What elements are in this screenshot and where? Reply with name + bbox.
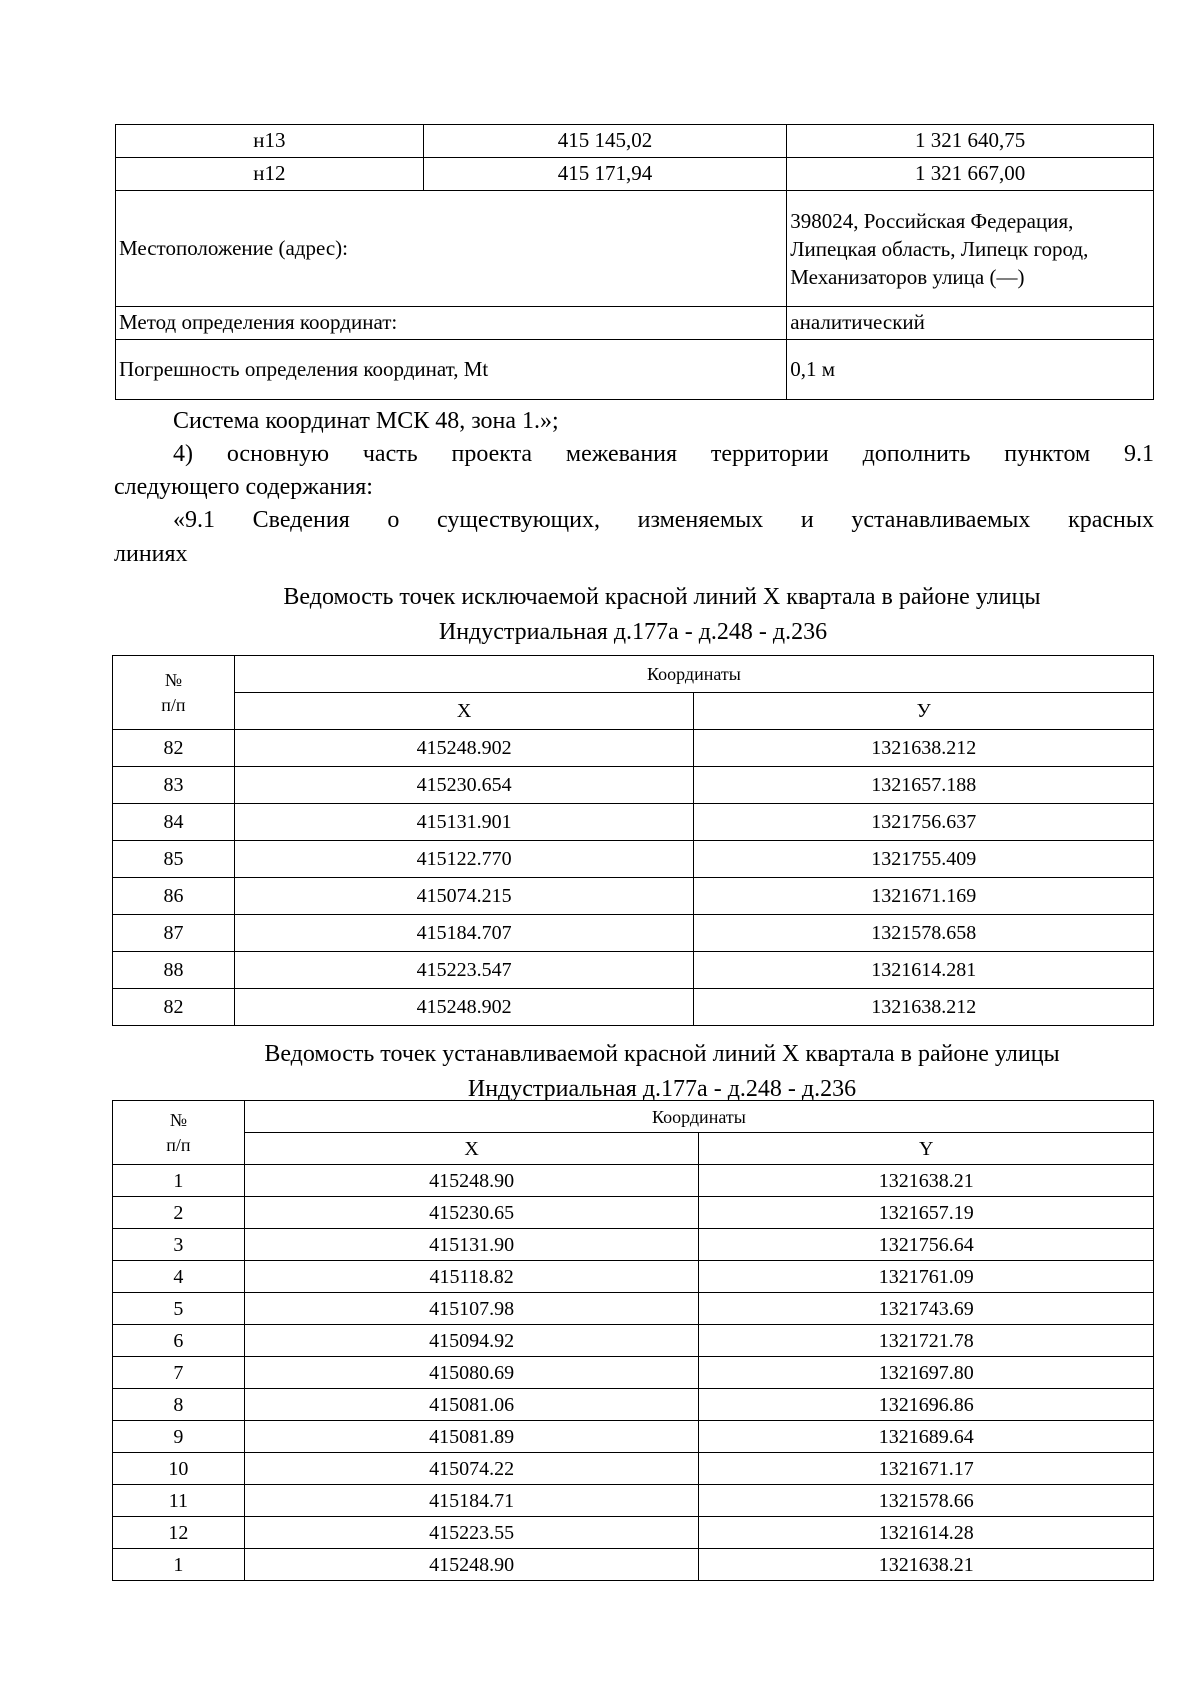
- point-number-cell: 7: [113, 1357, 245, 1389]
- header-coordinates: Координаты: [234, 656, 1153, 693]
- y-cell: 1321756.637: [694, 804, 1154, 841]
- excluded-table-body: [113, 730, 1154, 1026]
- header-number: № п/п: [113, 656, 235, 730]
- point-number-cell: 4: [113, 1261, 245, 1293]
- x-cell: 415081.89: [244, 1421, 699, 1453]
- coordinate-system-text: Система координат МСК 48, зона 1.»;: [173, 408, 559, 434]
- y-cell: 1321638.21: [699, 1165, 1154, 1197]
- y-cell: 1321721.78: [699, 1325, 1154, 1357]
- excluded-points-table: [112, 655, 1154, 1026]
- y-cell: 1321638.212: [694, 989, 1154, 1026]
- point-number-cell: 86: [113, 878, 235, 915]
- point-number-cell: 2: [113, 1197, 245, 1229]
- excluded-table-title: Ведомость точек исключаемой красной линий Х квартала в районе улицы: [283, 584, 1041, 610]
- table-row: [113, 1453, 1154, 1485]
- x-cell: 415248.90: [244, 1549, 699, 1581]
- y-cell: 1321696.86: [699, 1389, 1154, 1421]
- y-cell: 1321578.66: [699, 1485, 1154, 1517]
- method-label: Метод определения координат:: [116, 307, 787, 340]
- table-row: [113, 1165, 1154, 1197]
- x-cell: 415131.901: [234, 804, 694, 841]
- header-number: № п/п: [113, 1101, 245, 1165]
- word: территории: [710, 441, 829, 467]
- word: и: [800, 507, 814, 533]
- header-y: У: [694, 693, 1154, 730]
- point-number-cell: 83: [113, 767, 235, 804]
- top-table-body: [116, 125, 1154, 400]
- point-number-cell: 87: [113, 915, 235, 952]
- point-number-cell: 8: [113, 1389, 245, 1421]
- point-number-cell: 11: [113, 1485, 245, 1517]
- y-cell: 1321671.17: [699, 1453, 1154, 1485]
- x-cell: 415118.82: [244, 1261, 699, 1293]
- method-value: аналитический: [787, 307, 1154, 340]
- y-cell: 1321657.188: [694, 767, 1154, 804]
- established-table-body: [113, 1165, 1154, 1581]
- table-row: [113, 1229, 1154, 1261]
- table-row: [116, 125, 1154, 158]
- item91-line1: [173, 504, 1154, 537]
- header-y: Y: [699, 1133, 1154, 1165]
- x-cell: 415184.71: [244, 1485, 699, 1517]
- x-cell: 415184.707: [234, 915, 694, 952]
- x-cell: 415223.547: [234, 952, 694, 989]
- point-number-cell: 1: [113, 1549, 245, 1581]
- location-label: Местоположение (адрес):: [116, 191, 787, 307]
- table-row: [113, 841, 1154, 878]
- word: красных: [1068, 507, 1154, 533]
- word: 4): [173, 441, 193, 467]
- header-row: [113, 1133, 1154, 1165]
- point-number-cell: 9: [113, 1421, 245, 1453]
- word: существующих,: [437, 507, 600, 533]
- y-cell: 1321614.281: [694, 952, 1154, 989]
- table-row: [113, 1293, 1154, 1325]
- table-row: [113, 952, 1154, 989]
- x-cell: 415107.98: [244, 1293, 699, 1325]
- accuracy-label: Погрешность определения координат, Mt: [116, 340, 787, 400]
- point-number-cell: 82: [113, 730, 235, 767]
- table-row: [116, 307, 1154, 340]
- y-cell: 1321638.212: [694, 730, 1154, 767]
- word: часть: [362, 441, 418, 467]
- table-row: [113, 730, 1154, 767]
- header-row: [113, 693, 1154, 730]
- x-cell: 415248.90: [244, 1165, 699, 1197]
- y-cell: 1321697.80: [699, 1357, 1154, 1389]
- y-cell: 1321671.169: [694, 878, 1154, 915]
- point-number-cell: 85: [113, 841, 235, 878]
- header-row: [113, 1101, 1154, 1133]
- y-cell: 1321657.19: [699, 1197, 1154, 1229]
- word: 9.1: [1124, 441, 1154, 467]
- x-cell: 415230.65: [244, 1197, 699, 1229]
- table-row: [113, 915, 1154, 952]
- x-cell: 415248.902: [234, 730, 694, 767]
- table-row: [113, 1421, 1154, 1453]
- table-row: [113, 1325, 1154, 1357]
- y-cell: 1 321 667,00: [787, 158, 1154, 191]
- table-row: [113, 1197, 1154, 1229]
- address-line: Механизаторов улица (—): [790, 264, 1025, 289]
- table-row: [113, 1357, 1154, 1389]
- x-cell: 415 145,02: [423, 125, 787, 158]
- y-cell: 1321614.28: [699, 1517, 1154, 1549]
- x-cell: 415094.92: [244, 1325, 699, 1357]
- y-cell: 1321638.21: [699, 1549, 1154, 1581]
- word: пунктом: [1004, 441, 1091, 467]
- excluded-table-subtitle: Индустриальная д.177а - д.248 - д.236: [438, 619, 828, 645]
- x-cell: 415 171,94: [423, 158, 787, 191]
- header-x: X: [244, 1133, 699, 1165]
- x-cell: 415074.22: [244, 1453, 699, 1485]
- established-points-table: [112, 1100, 1154, 1581]
- word: о: [387, 507, 400, 533]
- table-row: [116, 158, 1154, 191]
- address-line: 398024, Российская Федерация,: [790, 208, 1074, 233]
- word: «9.1: [173, 507, 215, 533]
- accuracy-value: 0,1 м: [787, 340, 1154, 400]
- y-cell: 1 321 640,75: [787, 125, 1154, 158]
- x-cell: 415230.654: [234, 767, 694, 804]
- y-cell: 1321761.09: [699, 1261, 1154, 1293]
- established-table-subtitle: Индустриальная д.177а - д.248 - д.236: [467, 1076, 857, 1102]
- word: изменяемых: [637, 507, 764, 533]
- y-cell: 1321756.64: [699, 1229, 1154, 1261]
- point-number-cell: 3: [113, 1229, 245, 1261]
- point-cell: н12: [116, 158, 424, 191]
- boundary-points-table: [115, 124, 1154, 400]
- point-number-cell: 1: [113, 1165, 245, 1197]
- x-cell: 415080.69: [244, 1357, 699, 1389]
- x-cell: 415248.902: [234, 989, 694, 1026]
- location-value: [787, 191, 1154, 307]
- word: межевания: [565, 441, 678, 467]
- point-number-cell: 84: [113, 804, 235, 841]
- point-number-cell: 82: [113, 989, 235, 1026]
- y-cell: 1321689.64: [699, 1421, 1154, 1453]
- point-number-cell: 88: [113, 952, 235, 989]
- y-cell: 1321755.409: [694, 841, 1154, 878]
- word: проекта: [451, 441, 533, 467]
- item4-line1: [173, 438, 1154, 471]
- table-row: [116, 191, 1154, 307]
- point-number-cell: 5: [113, 1293, 245, 1325]
- word: основную: [226, 441, 330, 467]
- table-row: [113, 1517, 1154, 1549]
- table-row: [113, 878, 1154, 915]
- table-row: [113, 1549, 1154, 1581]
- x-cell: 415223.55: [244, 1517, 699, 1549]
- table-row: [116, 340, 1154, 400]
- point-number-cell: 10: [113, 1453, 245, 1485]
- header-row: [113, 656, 1154, 693]
- y-cell: 1321578.658: [694, 915, 1154, 952]
- item91-line2: линиях: [114, 541, 188, 567]
- address-line: Липецкая область, Липецк город,: [790, 236, 1089, 261]
- table-row: [113, 1485, 1154, 1517]
- table-header: [113, 656, 1154, 730]
- x-cell: 415122.770: [234, 841, 694, 878]
- established-table-title: Ведомость точек устанавливаемой красной линий Х квартала в районе улицы: [264, 1041, 1060, 1067]
- header-x: X: [234, 693, 694, 730]
- header-coordinates: Координаты: [244, 1101, 1153, 1133]
- table-header: [113, 1101, 1154, 1165]
- table-row: [113, 804, 1154, 841]
- point-number-cell: 12: [113, 1517, 245, 1549]
- table-row: [113, 1389, 1154, 1421]
- table-row: [113, 989, 1154, 1026]
- item4-line2: следующего содержания:: [114, 474, 373, 500]
- point-cell: н13: [116, 125, 424, 158]
- table-row: [113, 767, 1154, 804]
- point-number-cell: 6: [113, 1325, 245, 1357]
- y-cell: 1321743.69: [699, 1293, 1154, 1325]
- word: устанавливаемых: [851, 507, 1031, 533]
- x-cell: 415131.90: [244, 1229, 699, 1261]
- word: Сведения: [252, 507, 350, 533]
- x-cell: 415074.215: [234, 878, 694, 915]
- word: дополнить: [862, 441, 971, 467]
- table-row: [113, 1261, 1154, 1293]
- x-cell: 415081.06: [244, 1389, 699, 1421]
